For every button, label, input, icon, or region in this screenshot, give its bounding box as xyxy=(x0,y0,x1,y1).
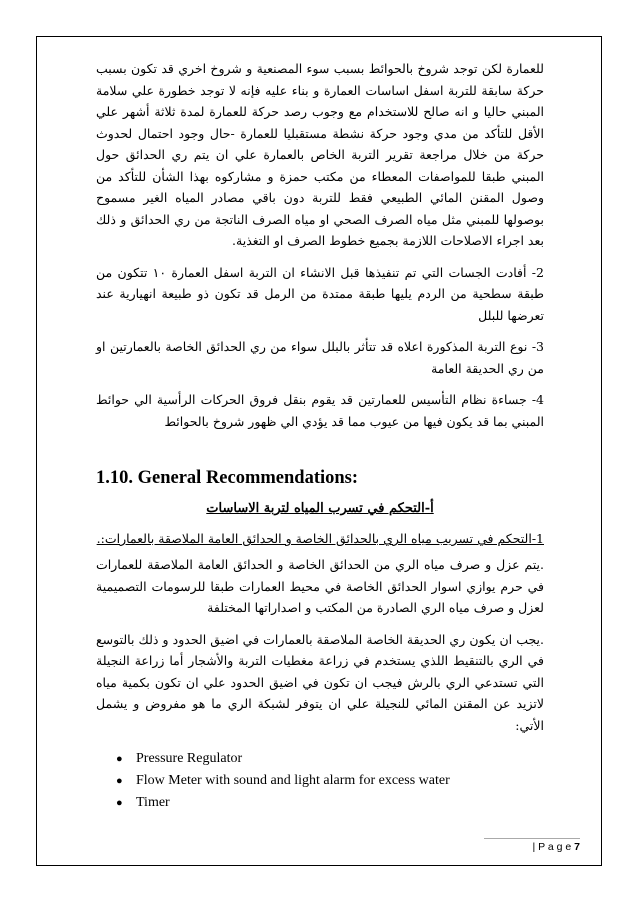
paragraph-2: 2- أفادت الجسات التي تم تنفيذها قبل الانشاء ان التربة اسفل العمارة ١٠ تتكون من طبقة سطحية من الردم يليها طبقة ممتدة من الرمل قد تكون ذو طبيعة انهيارية عند تعرضها للبلل xyxy=(96,264,544,323)
page-content xyxy=(96,58,544,814)
paragraph-6: .يجب ان يكون ري الحديقة الخاصة الملاصقة بالعمارات في اضيق الحدود و ذلك بالتوسع في الري بالتنقيط اللذي يستخدم في زراعة مغطيات التربة والأشجار أما زراعة النجيلة التي تستدعي الري بالرش فيجب ان تكون في اضيق الحدود علي ان تكون بكمية مياه لاتزيد عن المقنن المائي للنجيلة علي ان يتوفر لشبكة الري ما هو مفروض و يشمل الأتي: xyxy=(96,631,544,733)
page-number: 7 xyxy=(574,841,580,853)
sub-subheading: 1-التحكم في تسريب مياه الري بالحدائق الخاصة و الحدائق العامة الملاصقة بالعمارات:. xyxy=(96,531,544,546)
subheading: أ-التحكم في تسرب المياه لتربة الاساسات xyxy=(206,501,434,516)
equipment-list xyxy=(96,748,544,814)
list-item: ● Flow Meter with sound and light alarm for excess water xyxy=(136,770,544,792)
page-footer xyxy=(484,838,580,853)
list-item: ● Pressure Regulator xyxy=(136,748,544,770)
section-heading: 1.10. General Recommendations: xyxy=(96,468,359,488)
paragraph-5: .يتم عزل و صرف مياه الري من الحدائق الخاصة و الحدائق العامة الملاصقة للعمارات في حرم يوازي اسوار الحدائق الخاصة في محيط العمارات طبقا للرسومات التصميمية لعزل و صرف مياه الري الصادرة من المكتب و اصداراتها المختلفة xyxy=(96,557,544,615)
paragraph-3: 3- نوع التربة المذكورة اعلاه قد تتأثر بالبلل سواء من ري الحدائق الخاصة بالعمارتين او من ري الحديقة العامة xyxy=(96,339,544,376)
paragraph-4: 4- جساءة نظام التأسيس للعمارتين قد يقوم بنقل فروق الحركات الرأسية الي حوائط المبني بما قد يكون فيها من عيوب مما قد يؤدي الي ظهور شروخ بالحوائط xyxy=(96,392,544,429)
list-item: ● Timer xyxy=(136,792,544,814)
paragraph-1: للعمارة لكن توجد شروخ بالحوائط بسبب سوء المصنعية و شروخ اخري قد تكون بسبب حركة سابقة للتربة اسفل اساسات العمارة و بناء عليه فإنه لا توجد خطورة علي سلامة المبني حاليا و انه صالح للاستخدام مع وجوب رصد حركة للعمارة لمدة ثلاثة أشهر علي الأقل للتأكد من مدي وجود حركة نشطة مستقبليا للعمارة -حال وجود احتمال لحدوث حركة من خلال مراجعة تقرير التربة الخاص بالعمارة علي ان يتم ري الحدائق حول المبني طبقا للمواصفات المعطاء من مكتب حمزة و مشاركوه بهذا الشأن للتأكد من وصول المقنن المائي الطبيعي فقط للتربة دون باقي مصادر المياه الغير مسموح بوصولها للمبني مثل مياه الصرف الصحي او مياه الصرف الناتجة من ري الحدائق و ذلك بعد اجراء الاصلاحات اللازمة بجميع خطوط الصرف او التغذية. xyxy=(96,61,544,248)
page-label: | P a g e xyxy=(532,841,572,853)
